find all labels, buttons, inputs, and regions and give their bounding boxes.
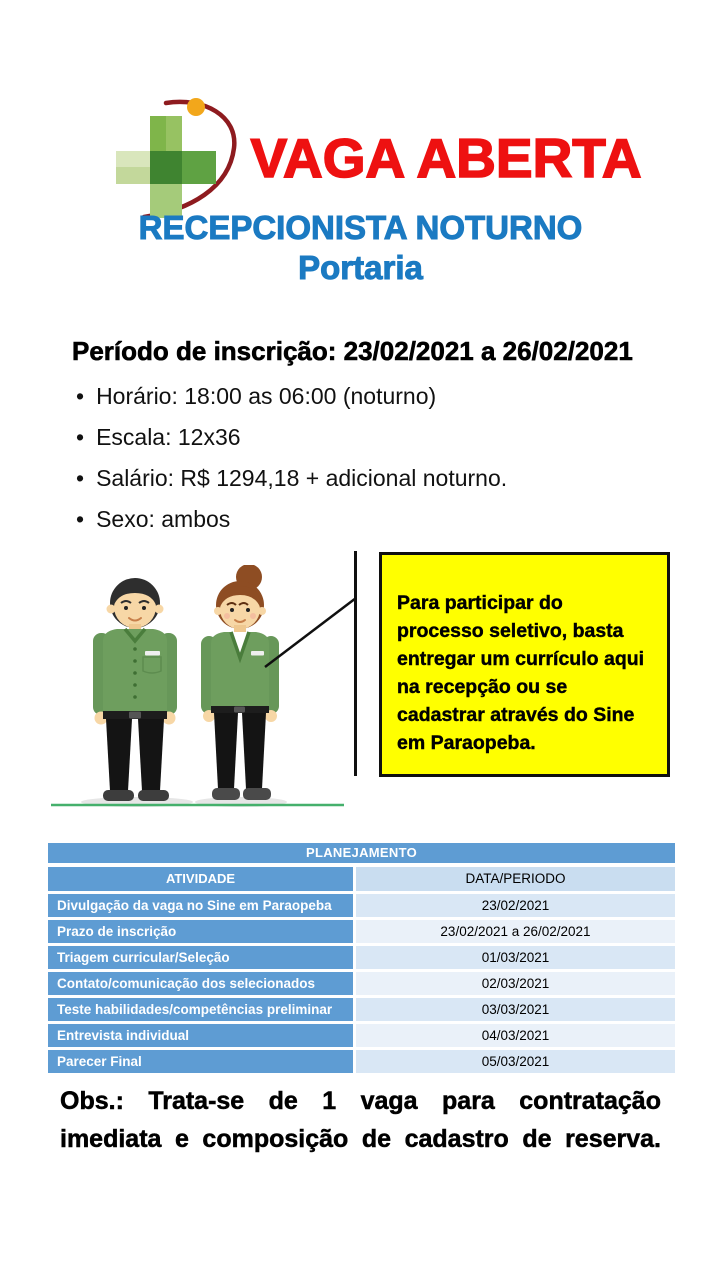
table-header-row	[48, 867, 675, 891]
detail-horario: Horário: 18:00 as 06:00 (noturno)	[96, 383, 437, 409]
table-row	[48, 1024, 675, 1047]
table-row	[48, 920, 675, 943]
cell-atividade: Triagem curricular/Seleção	[48, 946, 353, 969]
column-header-data-periodo: DATA/PERIODO	[356, 867, 675, 891]
cell-data: 05/03/2021	[356, 1050, 675, 1073]
table-row	[48, 1050, 675, 1073]
list-item	[76, 380, 656, 421]
bullet-icon: •	[76, 424, 85, 450]
table-row	[48, 894, 675, 917]
cell-data: 02/03/2021	[356, 972, 675, 995]
enrollment-period-heading: Período de inscrição: 23/02/2021 a 26/02/2021	[72, 336, 633, 366]
how-to-apply-callout	[379, 552, 670, 777]
table-row	[48, 998, 675, 1021]
cell-data: 23/02/2021	[356, 894, 675, 917]
detail-sexo: Sexo: ambos	[96, 506, 231, 532]
how-to-apply-text: Para participar do processo seletivo, basta entregar um currículo aqui na recepção ou se cadastrar através do Sine em Paraopeba.	[397, 592, 645, 754]
bullet-icon: •	[76, 465, 85, 491]
table-row	[48, 946, 675, 969]
cell-atividade: Contato/comunicação dos selecionados	[48, 972, 353, 995]
table-title: PLANEJAMENTO	[48, 843, 675, 863]
bullet-icon: •	[76, 506, 85, 532]
table-row	[48, 972, 675, 995]
list-item	[76, 462, 656, 503]
cell-data: 03/03/2021	[356, 998, 675, 1021]
job-department: Portaria	[298, 249, 423, 286]
cell-data: 04/03/2021	[356, 1024, 675, 1047]
cell-atividade: Teste habilidades/competências preliminar	[48, 998, 353, 1021]
observation-note: Obs.: Trata-se de 1 vaga para contratação imediata e composição de cadastro de reserva.	[60, 1087, 661, 1153]
bullet-icon: •	[76, 383, 85, 409]
cell-atividade: Prazo de inscrição	[48, 920, 353, 943]
job-details-list	[76, 380, 656, 544]
callout-divider-line	[354, 551, 357, 776]
page-title: VAGA ABERTA	[250, 127, 642, 189]
cell-atividade: Parecer Final	[48, 1050, 353, 1073]
cell-data: 23/02/2021 a 26/02/2021	[356, 920, 675, 943]
list-item	[76, 421, 656, 462]
callout-pointer-line	[255, 590, 360, 675]
planning-table	[48, 843, 675, 1073]
detail-salario: Salário: R$ 1294,18 + adicional noturno.	[96, 465, 508, 491]
cell-atividade: Entrevista individual	[48, 1024, 353, 1047]
column-header-atividade: ATIVIDADE	[48, 867, 353, 891]
cell-atividade: Divulgação da vaga no Sine em Paraopeba	[48, 894, 353, 917]
detail-escala: Escala: 12x36	[96, 424, 241, 450]
man-figure	[93, 578, 177, 801]
cell-data: 01/03/2021	[356, 946, 675, 969]
job-title: RECEPCIONISTA NOTURNO	[138, 209, 583, 246]
list-item	[76, 503, 656, 544]
